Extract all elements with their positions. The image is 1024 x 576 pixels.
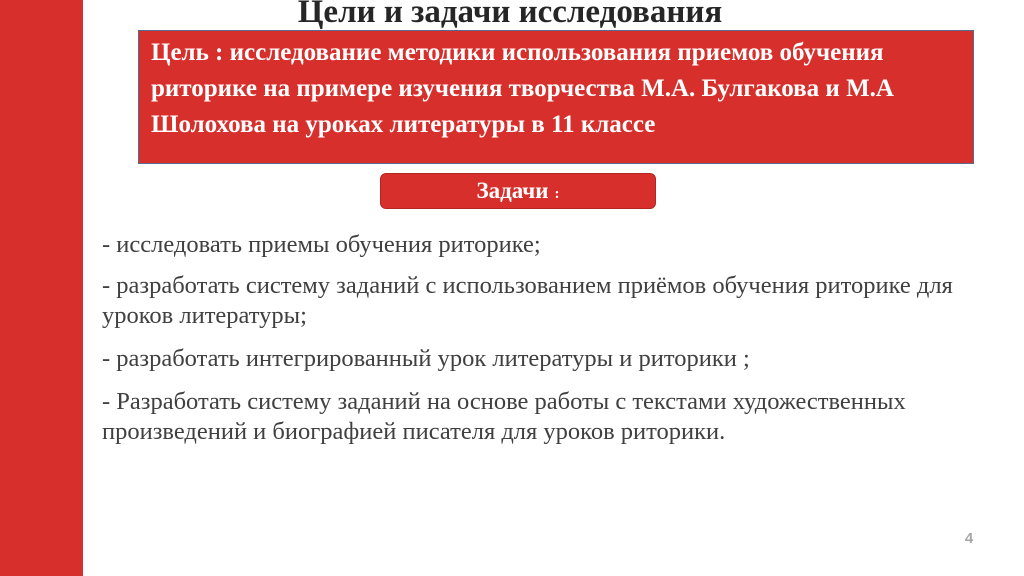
tasks-label-box [380,173,656,209]
left-accent-bar [0,0,83,576]
goal-text: Цель : исследование методики использования приемов обучения риторике на примере изучения творчества М.А. Булгакова и М.А Шолохова на уроках литературы в 11 классе [151,39,894,138]
goal-box [138,30,974,164]
page-number: 4 [964,530,974,547]
slide-title: Цели и задачи исследования [297,0,723,30]
tasks-colon: : [554,186,560,202]
tasks-label: Задачи [476,178,549,203]
task-item: - Разработать систему заданий на основе работы с текстами художественных произведений и биографией писателя для уроков риторики. [102,388,906,445]
tasks-list [102,230,982,460]
task-item: - разработать интегрированный урок литературы и риторики ; [102,345,750,372]
task-item: - исследовать приемы обучения риторике; [102,231,541,258]
task-item: - разработать систему заданий с использованием приёмов обучения риторике для уроков литературы; [102,272,953,329]
